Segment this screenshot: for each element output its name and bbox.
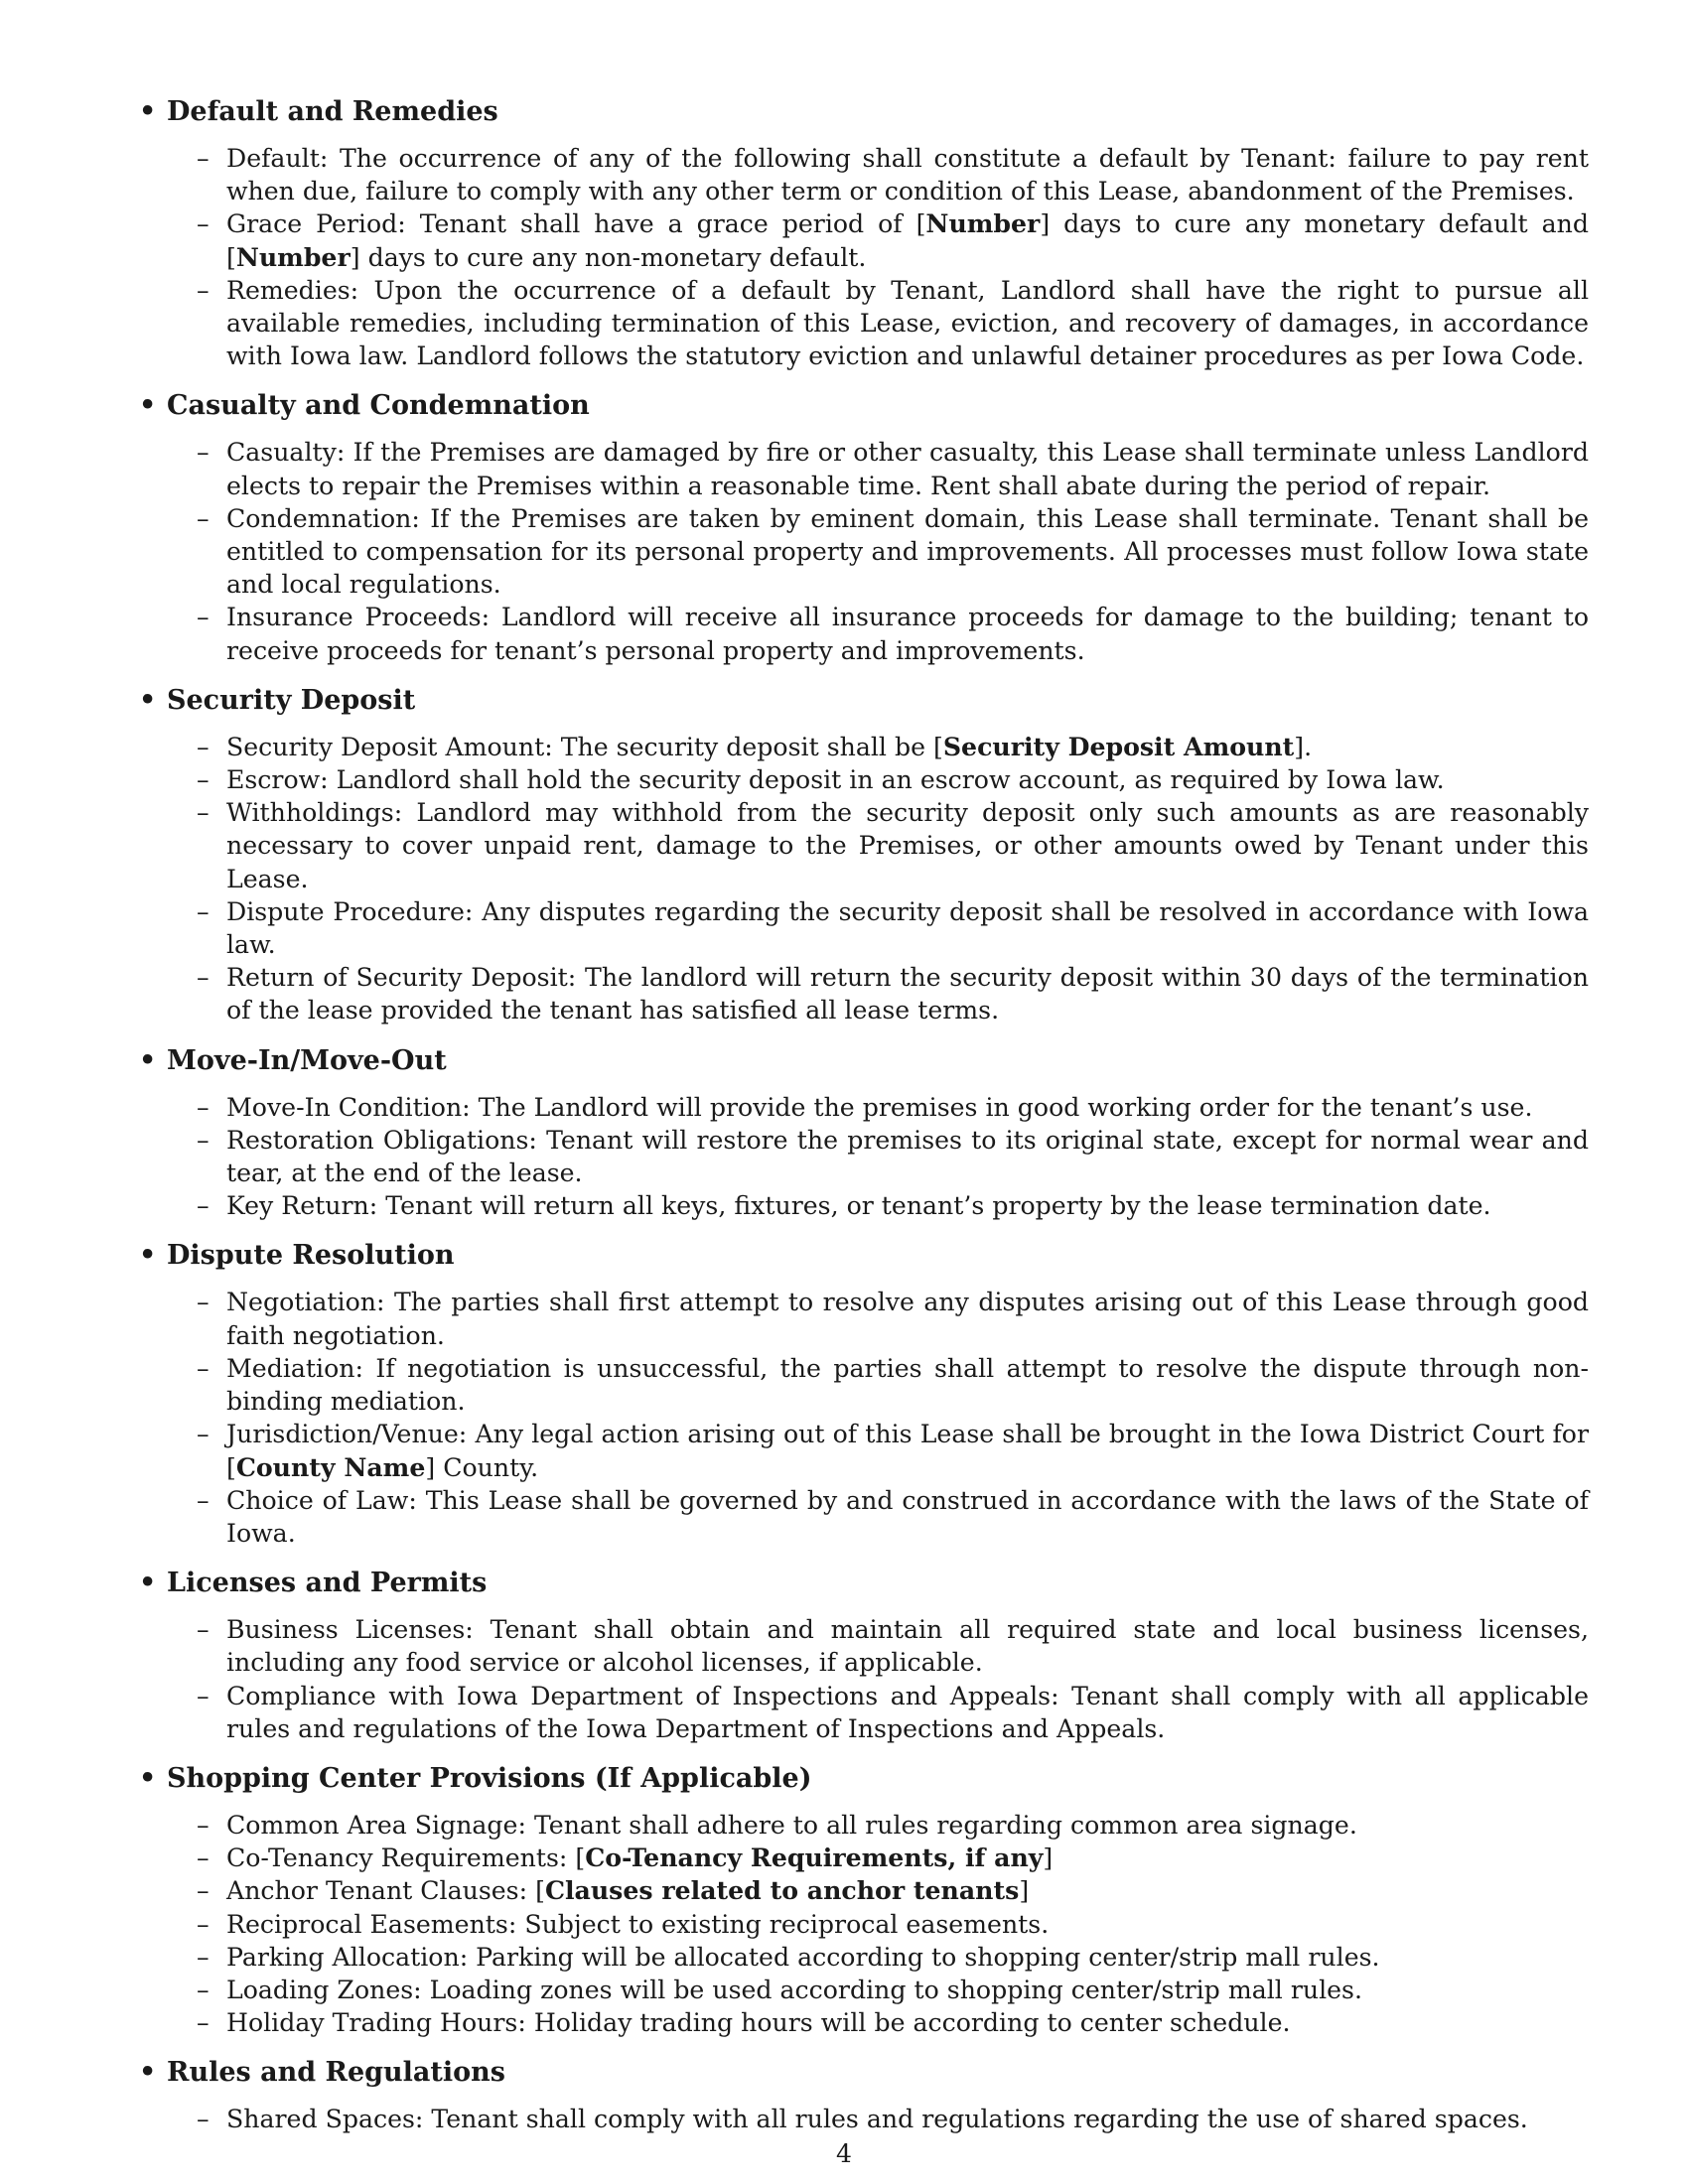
section-title: Default and Remedies xyxy=(167,96,498,127)
dash-icon: – xyxy=(197,1975,210,2004)
section-heading xyxy=(139,1044,1589,1077)
section-casualty-and-condemnation xyxy=(139,389,1589,666)
dash-icon: – xyxy=(197,1942,210,1972)
dash-icon: – xyxy=(197,2008,210,2038)
section-title: Licenses and Permits xyxy=(167,1568,488,1599)
item-text: Withholdings: Landlord may withhold from the security deposit only such amounts as are reasonably necessary to cover unpaid rent, damage to the Premises, or other amounts owed by Tenant under this Lease. xyxy=(226,798,1589,893)
list-item xyxy=(139,961,1589,1026)
item-text: Restoration Obligations: Tenant will restore the premises to its original state, except for normal wear and tear, at the end of the lease. xyxy=(226,1125,1589,1188)
placeholder-field: Number xyxy=(235,241,351,272)
dash-icon: – xyxy=(197,275,210,305)
section-heading xyxy=(139,684,1589,717)
dash-icon: – xyxy=(197,896,210,926)
dash-icon: – xyxy=(197,1909,210,1939)
dash-icon: – xyxy=(197,765,210,795)
item-text: Holiday Trading Hours: Holiday trading hours will be according to center schedule. xyxy=(226,2008,1291,2038)
list-item xyxy=(139,1874,1589,1907)
section-title: Move-In/Move-Out xyxy=(167,1044,447,1076)
item-text: Jurisdiction/Venue: Any legal action arising out of this Lease shall be brought in the Iowa District Court for [ xyxy=(226,1420,1589,1482)
section-shopping-center-provisions xyxy=(139,1762,1589,2039)
item-text: Mediation: If negotiation is unsuccessful, the parties shall attempt to resolve the dispute through non-binding mediation. xyxy=(226,1353,1589,1417)
section-title: Casualty and Condemnation xyxy=(167,390,590,422)
list-item xyxy=(139,796,1589,895)
list-item xyxy=(139,274,1589,373)
list-item xyxy=(139,1091,1589,1124)
list-item xyxy=(139,436,1589,501)
placeholder-field: Co-Tenancy Requirements, if any xyxy=(585,1843,1044,1873)
dash-icon: – xyxy=(197,1810,210,1840)
item-list xyxy=(139,1286,1589,1550)
dash-icon: – xyxy=(197,732,210,761)
item-text: ]. xyxy=(1294,732,1313,761)
list-item xyxy=(139,1189,1589,1222)
section-dispute-resolution xyxy=(139,1239,1589,1550)
item-list xyxy=(139,436,1589,666)
dash-icon: – xyxy=(197,1485,210,1515)
bullet-icon: • xyxy=(139,2057,157,2089)
item-text: Shared Spaces: Tenant shall comply with all rules and regulations regarding the use of shared spaces. xyxy=(226,2105,1528,2134)
list-item xyxy=(139,1613,1589,1679)
item-text: Default: The occurrence of any of the following shall constitute a default by Tenant: failure to pay rent when due, failure to comply with any other term or condition of this Lease, abandonment of the Premises. xyxy=(226,144,1589,206)
dash-icon: – xyxy=(197,2105,210,2134)
dash-icon: – xyxy=(197,438,210,468)
list-item xyxy=(139,763,1589,796)
list-item xyxy=(139,2103,1589,2135)
section-default-and-remedies xyxy=(139,95,1589,372)
item-list xyxy=(139,731,1589,1027)
section-rules-and-regulations xyxy=(139,2056,1589,2135)
item-text: ] days to cure any non-monetary default. xyxy=(350,242,867,272)
page-number: 4 xyxy=(836,2139,852,2168)
section-heading xyxy=(139,389,1589,422)
item-list xyxy=(139,2103,1589,2135)
item-text: Return of Security Deposit: The landlord will return the security deposit within 30 days of the termination of the lease provided the tenant has satisfied all lease terms. xyxy=(226,963,1589,1025)
item-text: ] County. xyxy=(425,1452,539,1482)
list-item xyxy=(139,1680,1589,1745)
dash-icon: – xyxy=(197,144,210,173)
item-text: Condemnation: If the Premises are taken by eminent domain, this Lease shall terminate. Tenant shall be entitled to compensation for its personal property and improvements. All processes must follow Iowa state and local regulations. xyxy=(226,503,1589,600)
item-text: ] days to cure any monetary default and [ xyxy=(226,209,1589,272)
list-item xyxy=(139,1286,1589,1351)
item-text: Reciprocal Easements: Subject to existing reciprocal easements. xyxy=(226,1909,1050,1939)
item-text: Dispute Procedure: Any disputes regarding the security deposit shall be resolved in accordance with Iowa law. xyxy=(226,896,1589,960)
bullet-icon: • xyxy=(139,1568,157,1599)
section-security-deposit xyxy=(139,684,1589,1027)
section-licenses-and-permits xyxy=(139,1567,1589,1745)
item-text: Negotiation: The parties shall first attempt to resolve any disputes arising out of this Lease through good faith negotiation. xyxy=(226,1288,1589,1350)
dash-icon: – xyxy=(197,963,210,993)
dash-icon: – xyxy=(197,503,210,533)
placeholder-field: Clauses related to anchor tenants xyxy=(544,1875,1020,1906)
item-text: Compliance with Iowa Department of Inspections and Appeals: Tenant shall comply with all applicable rules and regulations of the Iowa Department of Inspections and Appeals. xyxy=(226,1681,1589,1743)
list-item xyxy=(139,895,1589,961)
section-title: Shopping Center Provisions (If Applicable) xyxy=(167,1762,812,1794)
section-heading xyxy=(139,1239,1589,1272)
item-text: Security Deposit Amount: The security deposit shall be [ xyxy=(226,732,943,761)
item-text: Move-In Condition: The Landlord will provide the premises in good working order for the tenant’s use. xyxy=(226,1092,1533,1122)
dash-icon: – xyxy=(197,1353,210,1383)
list-item xyxy=(139,142,1589,207)
item-text: Insurance Proceeds: Landlord will receive all insurance proceeds for damage to the building; tenant to receive proceeds for tenant’s personal property and improvements. xyxy=(226,603,1589,665)
section-move-in-move-out xyxy=(139,1044,1589,1223)
placeholder-field: Security Deposit Amount xyxy=(942,731,1295,761)
section-title: Rules and Regulations xyxy=(167,2057,505,2089)
item-text: Key Return: Tenant will return all keys, fixtures, or tenant’s property by the lease termination date. xyxy=(226,1191,1491,1221)
list-item xyxy=(139,1352,1589,1418)
dash-icon: – xyxy=(197,1681,210,1710)
page-content xyxy=(139,95,1589,2153)
item-list xyxy=(139,142,1589,372)
bullet-icon: • xyxy=(139,390,157,422)
list-item xyxy=(139,1484,1589,1550)
item-text: ] xyxy=(1019,1876,1030,1906)
list-item xyxy=(139,1124,1589,1189)
dash-icon: – xyxy=(197,1876,210,1906)
section-heading xyxy=(139,1567,1589,1599)
dash-icon: – xyxy=(197,603,210,632)
bullet-icon: • xyxy=(139,1044,157,1076)
list-item xyxy=(139,207,1589,273)
section-title: Security Deposit xyxy=(167,684,416,716)
item-list xyxy=(139,1809,1589,2039)
section-title: Dispute Resolution xyxy=(167,1240,455,1272)
item-text: Co-Tenancy Requirements: [ xyxy=(226,1843,586,1873)
dash-icon: – xyxy=(197,1843,210,1873)
item-text: Anchor Tenant Clauses: [ xyxy=(226,1876,545,1906)
dash-icon: – xyxy=(197,209,210,239)
section-heading xyxy=(139,1762,1589,1795)
list-item xyxy=(139,1908,1589,1941)
dash-icon: – xyxy=(197,1420,210,1449)
list-item xyxy=(139,1809,1589,1842)
bullet-icon: • xyxy=(139,1240,157,1272)
list-item xyxy=(139,2006,1589,2039)
placeholder-field: County Name xyxy=(235,1451,426,1482)
bullet-icon: • xyxy=(139,1762,157,1794)
list-item xyxy=(139,601,1589,666)
item-text: Loading Zones: Loading zones will be used according to shopping center/strip mall rules. xyxy=(226,1975,1362,2004)
dash-icon: – xyxy=(197,798,210,828)
list-item xyxy=(139,1941,1589,1974)
list-item xyxy=(139,502,1589,602)
item-text: Remedies: Upon the occurrence of a default by Tenant, Landlord shall have the right to pursue all available remedies, including termination of this Lease, eviction, and recovery of damages, in accordance with Iowa law. Landlord follows the statutory eviction and unlawful detainer procedures as per Iowa Code. xyxy=(226,275,1589,371)
section-heading xyxy=(139,2056,1589,2089)
item-list xyxy=(139,1091,1589,1223)
dash-icon: – xyxy=(197,1092,210,1122)
dash-icon: – xyxy=(197,1288,210,1317)
bullet-icon: • xyxy=(139,684,157,716)
item-text: Escrow: Landlord shall hold the security deposit in an escrow account, as required by Iowa law. xyxy=(226,765,1445,795)
item-text: Parking Allocation: Parking will be allocated according to shopping center/strip mall rules. xyxy=(226,1942,1380,1972)
list-item xyxy=(139,1418,1589,1483)
item-text: Choice of Law: This Lease shall be governed by and construed in accordance with the laws of the State of Iowa. xyxy=(226,1485,1589,1548)
placeholder-field: Number xyxy=(925,208,1041,239)
item-text: Casualty: If the Premises are damaged by fire or other casualty, this Lease shall terminate unless Landlord elects to repair the Premises within a reasonable time. Rent shall abate during the period of repair. xyxy=(226,438,1589,500)
dash-icon: – xyxy=(197,1191,210,1221)
item-text: ] xyxy=(1043,1843,1054,1873)
item-text: Business Licenses: Tenant shall obtain and maintain all required state and local business licenses, including any food service or alcohol licenses, if applicable. xyxy=(226,1615,1589,1678)
list-item xyxy=(139,731,1589,763)
item-text: Grace Period: Tenant shall have a grace period of [ xyxy=(226,209,926,239)
item-list xyxy=(139,1613,1589,1745)
bullet-icon: • xyxy=(139,96,157,127)
list-item xyxy=(139,1842,1589,1874)
dash-icon: – xyxy=(197,1615,210,1645)
section-heading xyxy=(139,95,1589,128)
item-text: Common Area Signage: Tenant shall adhere to all rules regarding common area signage. xyxy=(226,1810,1357,1840)
dash-icon: – xyxy=(197,1125,210,1155)
list-item xyxy=(139,1974,1589,2006)
